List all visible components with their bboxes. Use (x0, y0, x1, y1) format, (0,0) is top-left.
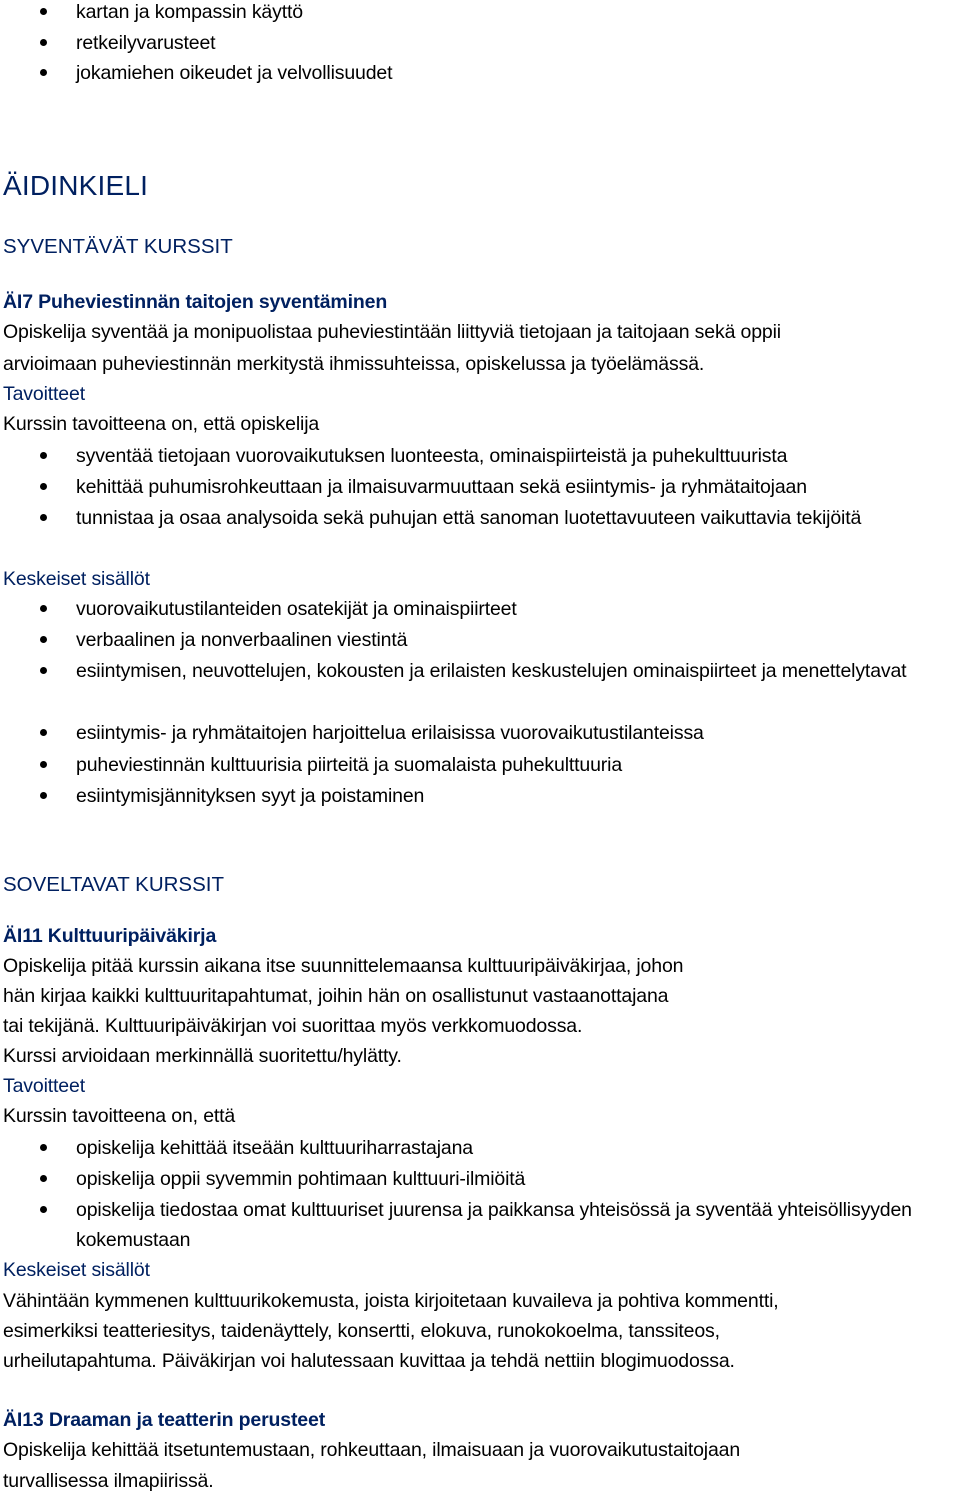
course-description-line: Opiskelija kehittää itsetuntemustaan, rohkeuttaan, ilmaisuaan ja vuorovaikutustaitojaan (3, 1439, 741, 1461)
goals-intro: Kurssin tavoitteena on, että opiskelija (3, 413, 320, 435)
list-item: esiintymis- ja ryhmätaitojen harjoittelua erilaisissa vuorovaikutustilanteissa (76, 718, 704, 748)
contents-line: urheilutapahtuma. Päiväkirjan voi halutessaan kuvittaa ja tehdä nettiin blogimuodossa. (3, 1350, 735, 1372)
course-description-line: hän kirjaa kaikki kulttuuritapahtumat, joihin hän on osallistunut vastaanottajana (3, 985, 669, 1007)
list-item: kehittää puhumisrohkeuttaan ja ilmaisuvarmuuttaan sekä esiintymis- ja ryhmätaitojaan (76, 472, 807, 502)
list-item: vuorovaikutustilanteiden osatekijät ja ominaispiirteet (76, 594, 517, 624)
list-item: jokamiehen oikeudet ja velvollisuudet (76, 58, 392, 88)
course-title-ai13: ÄI13 Draaman ja teatterin perusteet (3, 1409, 326, 1431)
course-description-line: Opiskelija syventää ja monipuolistaa puheviestintään liittyviä tietojaan ja taitojaan sekä oppii (3, 321, 781, 343)
contents-line: Vähintään kymmenen kulttuurikokemusta, joista kirjoitetaan kuvaileva ja pohtiva kommentti, (3, 1290, 779, 1312)
subject-title: ÄIDINKIELI (3, 170, 149, 201)
course-description-line: arvioimaan puheviestinnän merkitystä ihmissuhteissa, opiskelussa ja työelämässä. (3, 353, 705, 375)
course-title-ai11: ÄI11 Kulttuuripäiväkirja (3, 925, 217, 947)
list-item: retkeilyvarusteet (76, 28, 215, 58)
list-item: tunnistaa ja osaa analysoida sekä puhujan että sanoman luotettavuuteen vaikuttavia tekijöitä (76, 503, 936, 533)
contents-heading: Keskeiset sisällöt (3, 1259, 150, 1281)
section-heading-deep-courses: SYVENTÄVÄT KURSSIT (3, 235, 233, 258)
list-item: opiskelija kehittää itseään kulttuuriharrastajana (76, 1133, 473, 1163)
list-item: verbaalinen ja nonverbaalinen viestintä (76, 625, 407, 655)
list-item: kartan ja kompassin käyttö (76, 0, 303, 27)
list-item: syventää tietojaan vuorovaikutuksen luonteesta, ominaispiirteistä ja puhekulttuurista (76, 441, 787, 471)
section-heading-applied-courses: SOVELTAVAT KURSSIT (3, 873, 224, 896)
contents-heading: Keskeiset sisällöt (3, 568, 150, 590)
course-description-line: turvallisessa ilmapiirissä. (3, 1470, 214, 1492)
goals-intro: Kurssin tavoitteena on, että (3, 1105, 236, 1127)
contents-line: esimerkiksi teatteriesitys, taidenäyttely, konsertti, elokuva, runokokoelma, tanssiteos, (3, 1320, 720, 1342)
course-description-line: Kurssi arvioidaan merkinnällä suoritettu/hylätty. (3, 1045, 402, 1067)
course-description-line: tai tekijänä. Kulttuuripäiväkirjan voi suorittaa myös verkkomuodossa. (3, 1015, 583, 1037)
goals-heading: Tavoitteet (3, 383, 85, 405)
course-title-ai7: ÄI7 Puheviestinnän taitojen syventäminen (3, 291, 388, 313)
course-description-line: Opiskelija pitää kurssin aikana itse suunnittelemaansa kulttuuripäiväkirjaa, johon (3, 955, 684, 977)
list-item: opiskelija oppii syvemmin pohtimaan kulttuuri-ilmiöitä (76, 1164, 525, 1194)
list-item: opiskelija tiedostaa omat kulttuuriset juurensa ja paikkansa yhteisössä ja syventää yhteisöllisyyden kokemustaan (76, 1195, 936, 1255)
list-item: esiintymisen, neuvottelujen, kokousten ja erilaisten keskustelujen ominaispiirteet ja menettelytavat (76, 656, 936, 686)
list-item: puheviestinnän kulttuurisia piirteitä ja suomalaista puhekulttuuria (76, 750, 622, 780)
goals-heading: Tavoitteet (3, 1075, 85, 1097)
list-item: esiintymisjännityksen syyt ja poistaminen (76, 781, 424, 811)
